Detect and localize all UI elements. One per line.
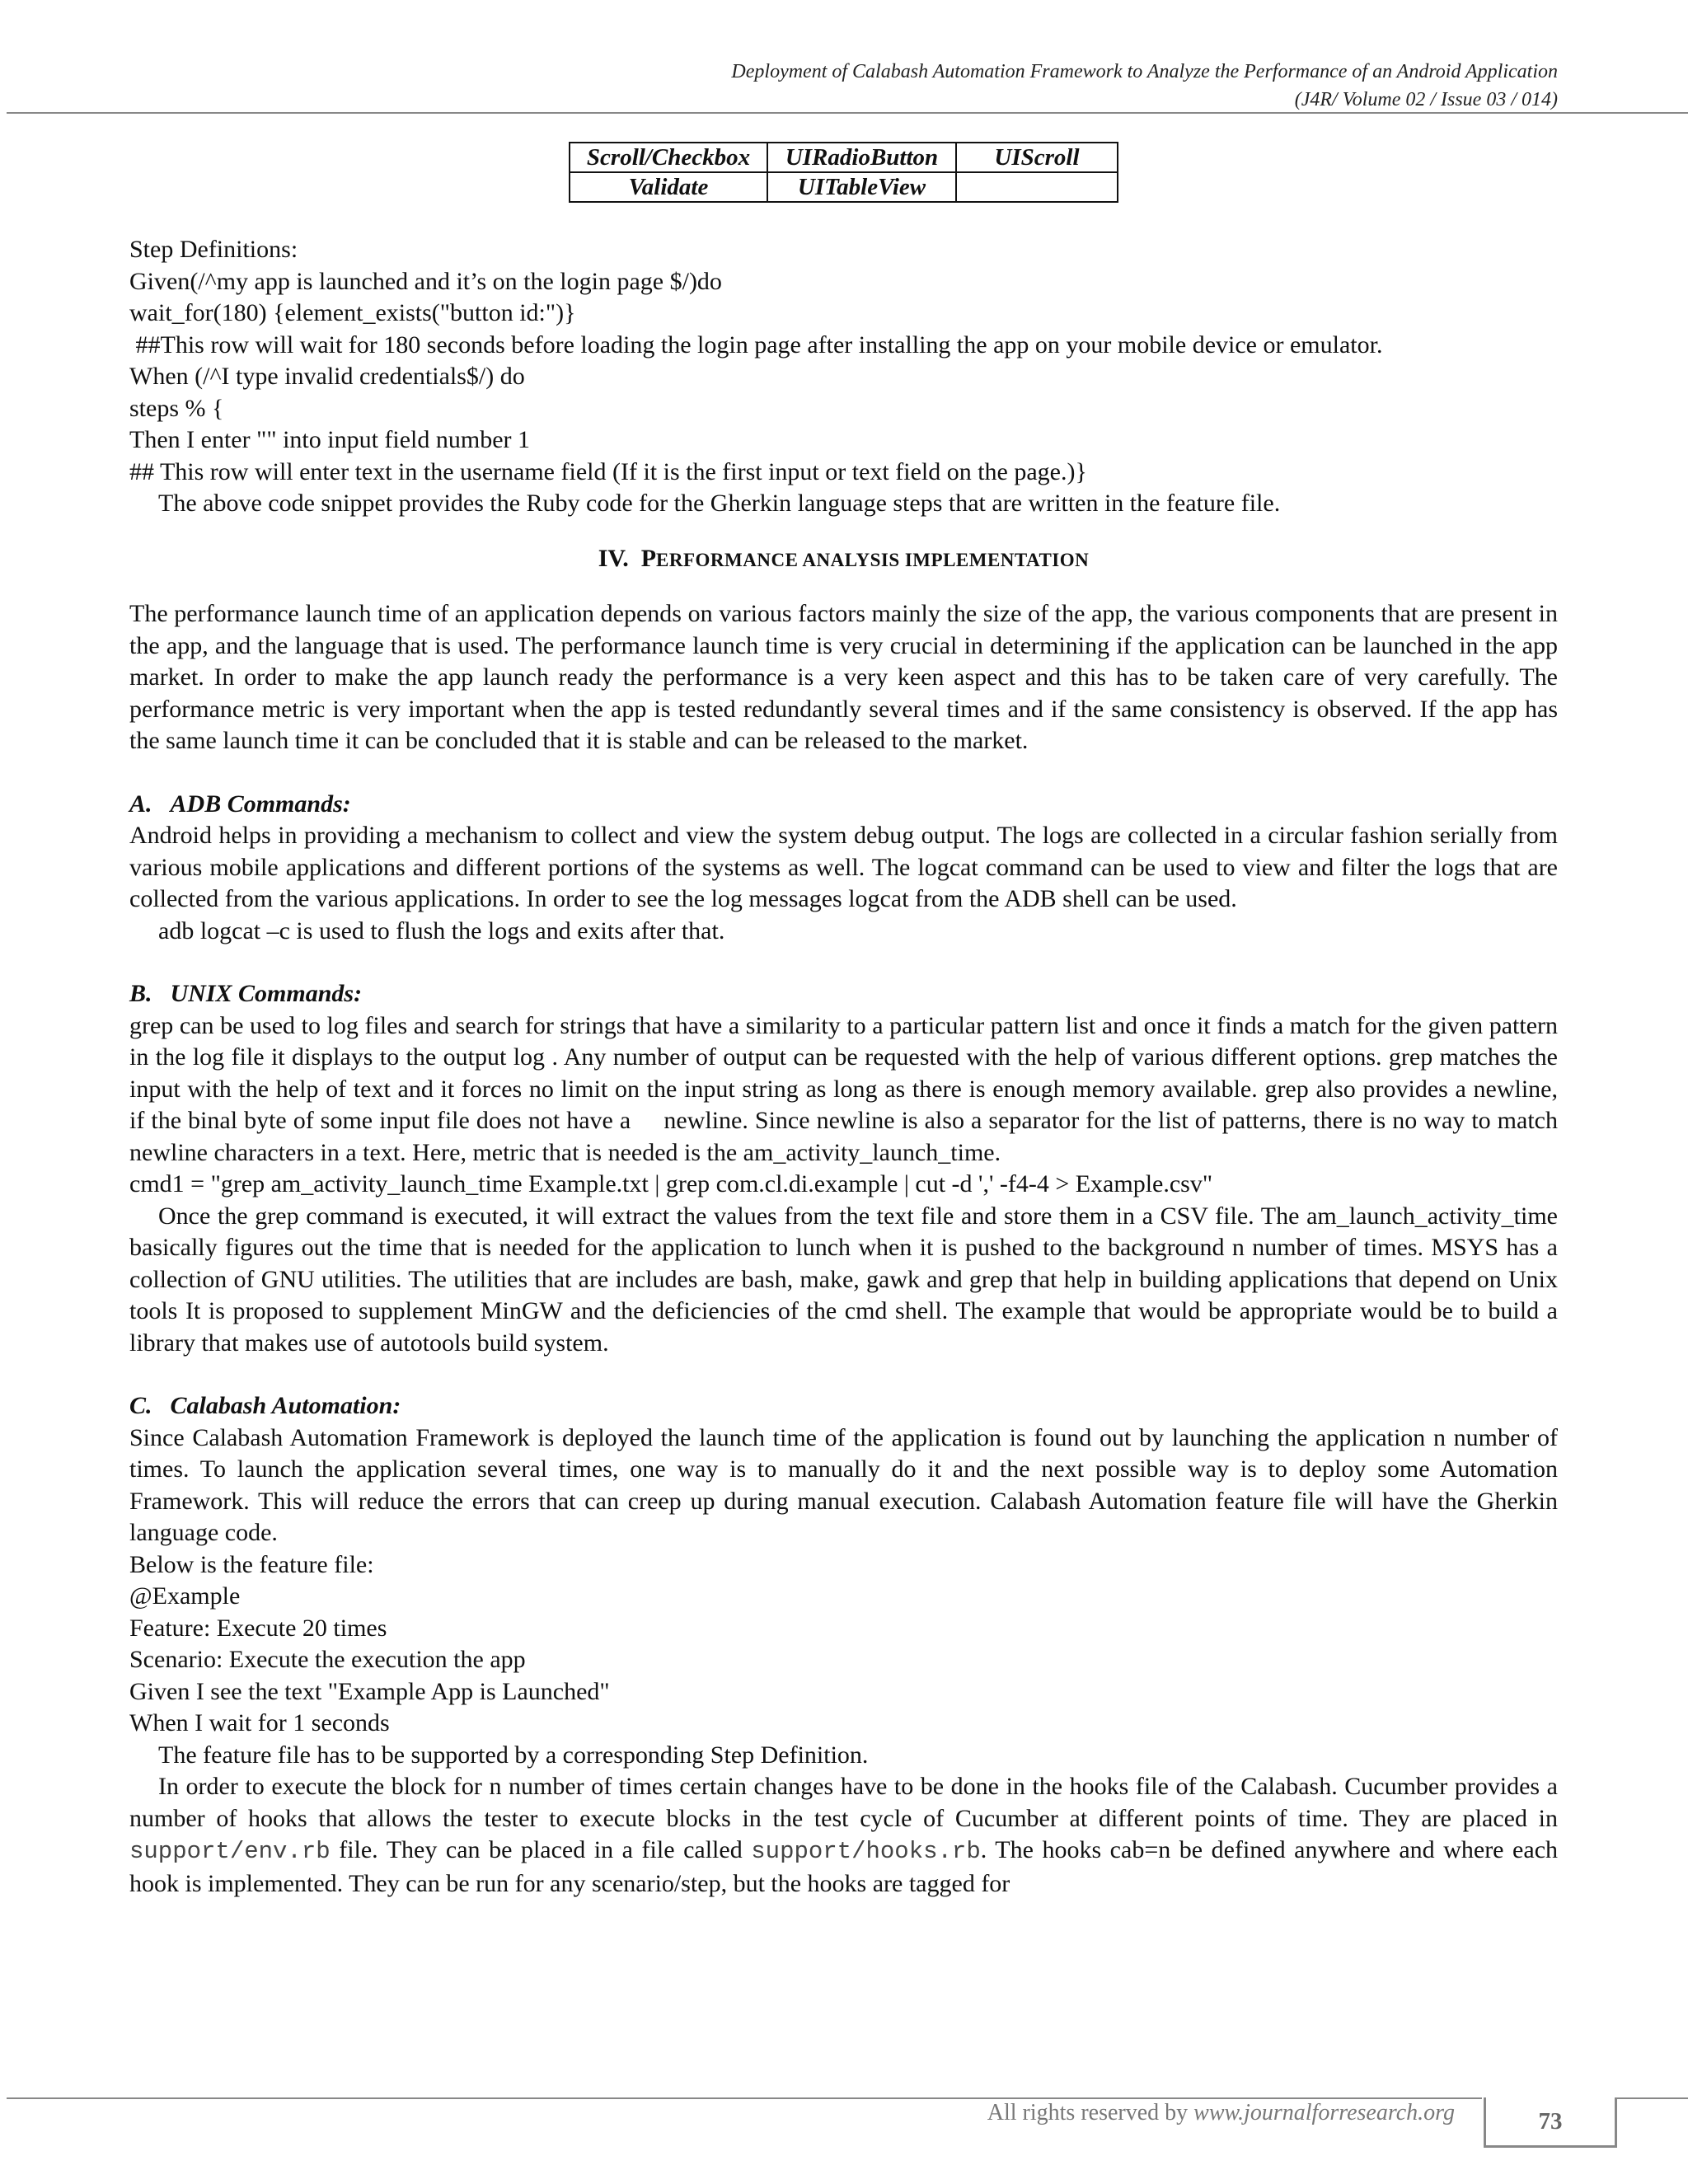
footer-rule <box>7 2097 1482 2099</box>
code-line: Given(/^my app is launched and it’s on the login page $/)do <box>129 267 722 295</box>
adb-paragraph: Android helps in providing a mechanism to collect and view the system debug output. The logs are collected in a circular fashion serially from various mobile applications and different portions of the systems as well. The logcat command can be used to view and filter the logs that are collected from the various applications. In order to see the log messages logcat from the ADB shell can be used. <box>129 822 1558 912</box>
subsection-title: ADB Commands: <box>170 790 351 818</box>
subsection-label: C. <box>129 1392 152 1419</box>
section-number: IV. <box>598 544 629 572</box>
table-cell: Validate <box>570 172 767 202</box>
step-definitions <box>129 234 1558 520</box>
table-row <box>570 172 1118 202</box>
running-header <box>7 58 1558 114</box>
ui-elements-table <box>569 142 1118 203</box>
feature-line: Given I see the text "Example App is Launched" <box>129 1677 610 1705</box>
header-rule <box>7 112 1688 114</box>
code-path: support/env.rb <box>129 1838 331 1865</box>
adb-command-note: adb logcat –c is used to flush the logs and exits after that. <box>158 916 725 944</box>
section-title-rest: ERFORMANCE ANALYSIS IMPLEMENTATION <box>656 549 1090 570</box>
table-cell: UIRadioButton <box>767 143 956 172</box>
section-heading <box>129 543 1558 577</box>
hooks-text: In order to execute the block for n number of times certain changes have to be done in the hooks file of the Calabash. Cucumber provides a number of hooks that allows the tester to execute blocks in the test cycle of Cucumber at different points of time. They are placed in <box>129 1773 1558 1832</box>
code-line: steps % { <box>129 394 224 422</box>
hooks-text: . The hooks cab=n be defined anywhere and where each hook is implemented. They can be run for any scenario/step, but the hooks are tagged for <box>129 1836 1559 1897</box>
feature-line: Below is the feature file: <box>129 1550 374 1578</box>
hooks-paragraph <box>129 1771 1558 1900</box>
feature-line: Feature: Execute 20 times <box>129 1614 387 1642</box>
code-path: support/hooks.rb <box>751 1838 981 1865</box>
table-row <box>570 143 1118 172</box>
feature-note: The feature file has to be supported by a corresponding Step Definition. <box>158 1741 869 1769</box>
footer-rights <box>824 2100 1455 2126</box>
code-line: When (/^I type invalid credentials$/) do <box>129 363 525 390</box>
footer-rights-text: All rights reserved by <box>987 2100 1194 2125</box>
subsection-heading-calabash <box>129 1390 1558 1422</box>
unix-paragraph-2: Once the grep command is executed, it will extract the values from the text file and store them in a CSV file. The am_launch_activity_time basically figures out the time that is needed for the application to lunch when it is pushed to the background n number of times. MSYS has a collection of GNU utilities. The utilities that are includes are bash, make, gawk and grep that help in building applications that depend on Unix tools It is proposed to supplement MinGW and the deficiencies of the cmd shell. The example that would be appropriate would be to build a library that makes use of autotools build system. <box>129 1202 1558 1357</box>
hooks-text: file. They can be placed in a file called <box>330 1836 752 1863</box>
feature-line: When I wait for 1 seconds <box>129 1709 390 1736</box>
page-body <box>129 234 1570 1900</box>
section-title-initial: P <box>640 544 657 572</box>
subsection-heading-unix <box>129 978 1558 1010</box>
page-number-box <box>1484 2097 1617 2148</box>
section-paragraph: The performance launch time of an application depends on various factors mainly the size of the app, the various components that are present in the app, and the language that is used. The performance launch time is very crucial in determining if the application can be launched in the app market. In order to make the app launch ready the performance is a very keen aspect and this has to be taken care of very carefully. The performance metric is very important when the app is tested redundantly several times and if the same consistency is observed. If the app has the same launch time it can be concluded that it is stable and can be released to the market. <box>129 600 1558 754</box>
subsection-label: A. <box>129 790 152 818</box>
header-issue: (J4R/ Volume 02 / Issue 03 / 014) <box>1294 89 1558 110</box>
header-title: Deployment of Calabash Automation Framework to Analyze the Performance of an Android Application <box>731 61 1558 82</box>
feature-line: Scenario: Execute the execution the app <box>129 1646 526 1673</box>
subsection-heading-adb <box>129 789 1558 821</box>
page-number: 73 <box>1538 2107 1563 2135</box>
step-definitions-summary: The above code snippet provides the Ruby code for the Gherkin language steps that are written in the feature file. <box>158 490 1281 517</box>
subsection-title: Calabash Automation: <box>170 1392 401 1419</box>
footer-rule <box>1615 2097 1688 2099</box>
unix-paragraph: grep can be used to log files and search for strings that have a similarity to a particular pattern list and once it finds a match for the given pattern in the log file it displays to the output log . Any number of output can be requested with the help of various different options. grep matches the input with the help of text and it forces no limit on the input string as long as there is enough memory available. grep also provides a newline, if the binal byte of some input file does not have a newline. Since newline is also a separator for the list of patterns, there is no way to match newline characters in a text. Here, metric that is needed is the am_activity_launch_time. <box>129 1011 1570 1166</box>
subsection-title: UNIX Commands: <box>170 980 363 1007</box>
table-cell: UIScroll <box>956 143 1118 172</box>
code-comment: ## This row will enter text in the username field (If it is the first input or text field on the page.)} <box>129 457 1087 485</box>
subsection-label: B. <box>129 980 152 1007</box>
feature-line: @Example <box>129 1582 241 1610</box>
footer-url[interactable]: www.journalforresearch.org <box>1193 2100 1455 2125</box>
table-cell: UITableView <box>767 172 956 202</box>
unix-command: cmd1 = "grep am_activity_launch_time Example.txt | grep com.cl.di.example | cut -d ',' -f4-4 > Example.csv" <box>129 1170 1213 1197</box>
table-cell: Scroll/Checkbox <box>570 143 767 172</box>
code-line: wait_for(180) {element_exists("button id:")} <box>129 299 576 326</box>
calabash-paragraph: Since Calabash Automation Framework is deployed the launch time of the application is found out by launching the application n number of times. To launch the application several times, one way is to manually do it and the next possible way is to deploy some Automation Framework. This will reduce the errors that can creep up during manual execution. Calabash Automation feature file will have the Gherkin language code. <box>129 1423 1558 1546</box>
code-line: Then I enter "" into input field number 1 <box>129 426 531 453</box>
code-line: Step Definitions: <box>129 236 298 263</box>
table-cell <box>956 172 1118 202</box>
code-comment: ##This row will wait for 180 seconds before loading the login page after installing the app on your mobile device or emulator. <box>129 330 1383 359</box>
